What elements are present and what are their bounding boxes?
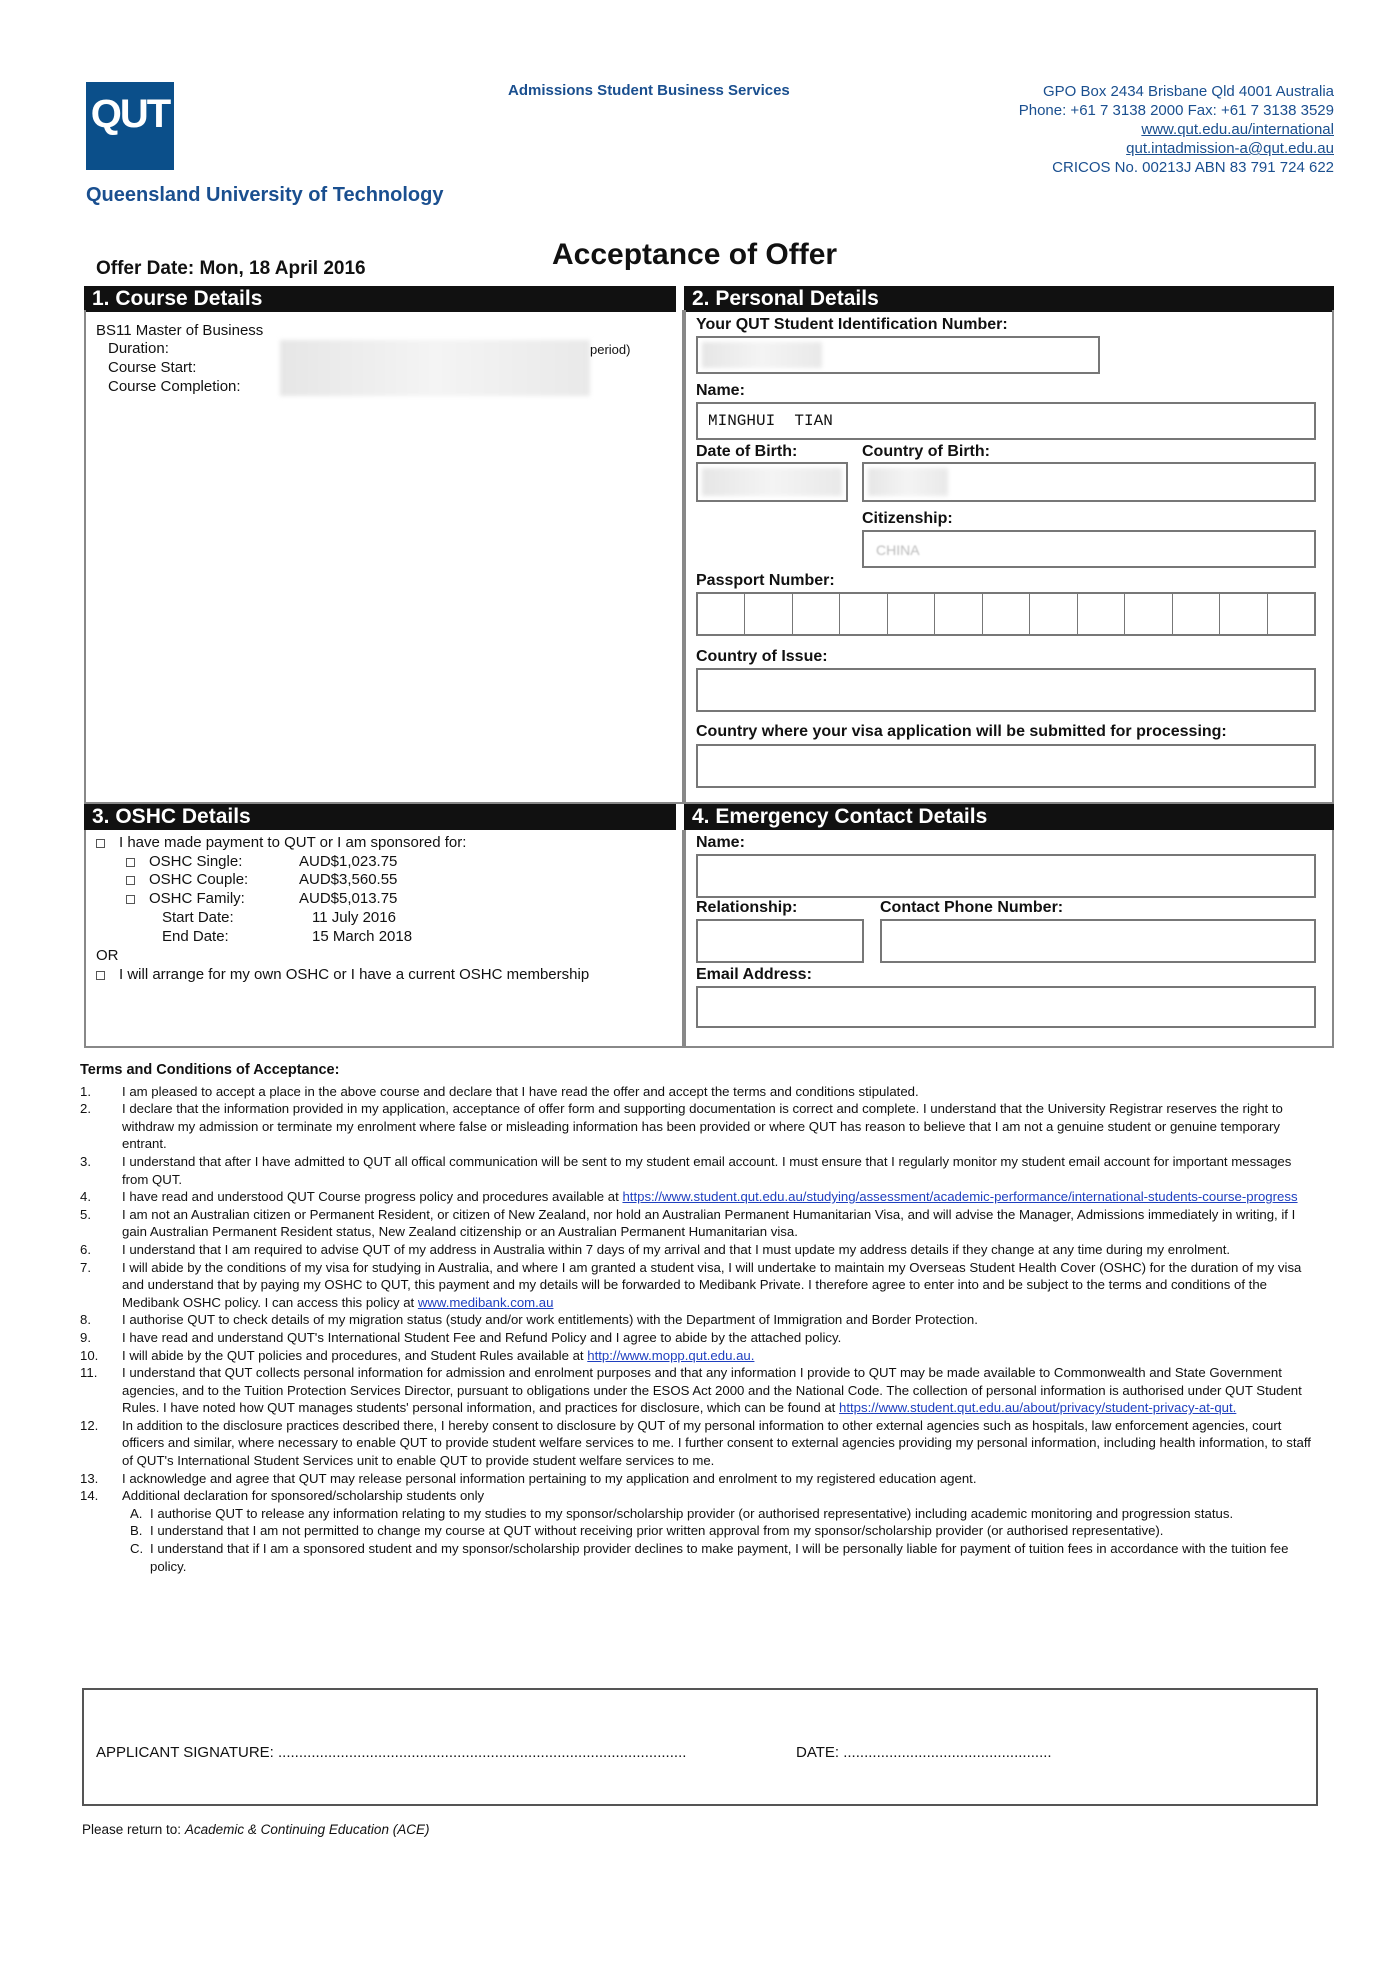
terms-item-text (122, 1083, 1320, 1101)
terms-item-text (122, 1206, 1320, 1241)
terms-item-number: 9. (80, 1329, 91, 1345)
university-name: Queensland University of Technology (86, 184, 444, 206)
terms-subitem (80, 1540, 1320, 1575)
citizenship-label: Citizenship: (862, 510, 953, 527)
duration-suffix: period) (590, 342, 631, 357)
country-of-birth-field[interactable] (862, 462, 1316, 502)
checkbox-icon (96, 839, 105, 848)
terms-item-body: I will abide by the QUT policies and procedures, and Student Rules available at (122, 1347, 584, 1363)
terms-item-body: I authorise QUT to check details of my migration status (study and/or work entitlements) with the Department of Immigration and Border Protection. (122, 1312, 978, 1328)
personal-details-heading: 2. Personal Details (684, 286, 1334, 312)
terms-sublist (80, 1505, 1320, 1575)
terms-item-text (122, 1364, 1320, 1417)
email-field[interactable] (696, 986, 1316, 1028)
terms-item-body: I am not an Australian citizen or Permanent Resident, or citizen of New Zealand, nor hold an Australian Permanent Humanitarian Visa, and will advise the Manager, Admissions immediately in writing, if I gain Australian Permanent Resident status, New Zealand citizenship or an Australian Permanent Humanitarian visa. (122, 1206, 1296, 1240)
terms-item-body: I understand that QUT collects personal information for admission and enrolment purposes and that any information I provide to QUT may be made available to Commonwealth and State Government agencies, and to the Tuition Protection Services Director, pursuant to obligations under the ESOS Act 2000 and the National Code. The collection of personal information is authorised under QUT Student Rules. I have noted how QUT manages students' personal information, and practices for disclosure, which can be found at (122, 1365, 1302, 1416)
terms-item (80, 1241, 1320, 1259)
oshc-family-option[interactable]: OSHC Family: AUD$5,013.75 (126, 890, 397, 907)
page-title: Acceptance of Offer (552, 238, 838, 271)
terms-item-number: 1. (80, 1083, 91, 1099)
terms-item-number: 2. (80, 1101, 91, 1117)
terms-subitem-text: I authorise QUT to release any information relating to my studies to my sponsor/scholarship provider (or authorised representative) including academic monitoring and progression status. (150, 1505, 1234, 1521)
terms-link[interactable]: https://www.student.qut.edu.au/about/privacy/student-privacy-at-qut. (839, 1400, 1237, 1416)
return-value: Academic & Continuing Education (ACE) (184, 1822, 430, 1837)
terms-item-number: 8. (80, 1312, 91, 1328)
terms-list (80, 1083, 1320, 1505)
duration-label: Duration: (108, 340, 169, 357)
redacted-country-of-birth (868, 468, 948, 496)
terms-heading: Terms and Conditions of Acceptance: (80, 1062, 340, 1078)
visa-country-field[interactable] (696, 744, 1316, 788)
terms-item-number: 4. (80, 1189, 91, 1205)
terms-item-number: 12. (80, 1417, 99, 1433)
terms-item-text (122, 1100, 1320, 1153)
terms-item-text (122, 1311, 1320, 1329)
checkbox-icon (126, 858, 135, 867)
oshc-heading: 3. OSHC Details (84, 804, 676, 830)
country-of-birth-label: Country of Birth: (862, 443, 990, 460)
terms-item (80, 1417, 1320, 1470)
signature-box (82, 1688, 1318, 1806)
return-label: Please return to: (82, 1822, 182, 1837)
passport-label: Passport Number: (696, 572, 835, 589)
terms-item-text (122, 1259, 1320, 1312)
terms-item-text (122, 1347, 1320, 1365)
dob-field[interactable] (696, 462, 848, 502)
country-of-issue-field[interactable] (696, 668, 1316, 712)
terms-item-body: I have read and understand QUT's International Student Fee and Refund Policy and I agree to abide by the attached policy. (122, 1329, 842, 1345)
course-start-label: Course Start: (108, 359, 197, 376)
contact-block (1019, 82, 1334, 177)
terms-item (80, 1329, 1320, 1347)
or-divider: OR (96, 947, 119, 964)
terms-subitem-text: I understand that if I am a sponsored student and my sponsor/scholarship provider declines to make payment, I will be personally liable for payment of tuition fees in accordance with the tuition fee policy. (150, 1541, 1289, 1574)
terms-subitem-letter: C. (130, 1541, 144, 1557)
country-of-issue-label: Country of Issue: (696, 648, 828, 665)
relationship-label: Relationship: (696, 899, 798, 916)
name-value: MINGHUI TIAN (708, 412, 833, 430)
contact-phone-field[interactable] (880, 919, 1316, 963)
terms-item-number: 7. (80, 1259, 91, 1275)
terms-section (80, 1062, 1320, 1575)
cricos: CRICOS No. 00213J ABN 83 791 724 622 (1052, 159, 1334, 176)
terms-item-text (122, 1487, 1320, 1505)
student-id-field[interactable] (696, 336, 1100, 374)
contact-phone-label: Contact Phone Number: (880, 899, 1064, 916)
terms-subitem-letter: B. (130, 1523, 143, 1539)
oshc-single-option[interactable]: OSHC Single: AUD$1,023.75 (126, 853, 397, 870)
website-link[interactable]: www.qut.edu.au/international (1141, 121, 1334, 138)
terms-item (80, 1100, 1320, 1153)
terms-item (80, 1206, 1320, 1241)
terms-item-number: 13. (80, 1470, 99, 1486)
terms-item-number: 11. (80, 1365, 98, 1381)
terms-item (80, 1487, 1320, 1505)
course-completion-label: Course Completion: (108, 378, 241, 395)
student-id-label: Your QUT Student Identification Number: (696, 316, 1008, 333)
email-link[interactable]: qut.intadmission-a@qut.edu.au (1126, 140, 1334, 157)
terms-subitem-letter: A. (130, 1505, 143, 1521)
checkbox-icon (96, 971, 105, 980)
terms-subitem (80, 1505, 1320, 1523)
oshc-end-date: End Date: 15 March 2018 (162, 928, 413, 945)
course-details-heading: 1. Course Details (84, 286, 676, 312)
terms-item-body: I understand that I am required to advise QUT of my address in Australia within 7 days of my arrival and that I must update my address details if they change at any time during my enrolment. (122, 1241, 1231, 1257)
applicant-signature-line[interactable]: APPLICANT SIGNATURE: .................................................................................................. (96, 1744, 687, 1761)
offer-date: Offer Date: Mon, 18 April 2016 (96, 258, 366, 279)
name-field[interactable] (696, 402, 1316, 440)
passport-number-field[interactable] (696, 592, 1316, 636)
date-line[interactable]: DATE: .................................................. (796, 1744, 1052, 1761)
checkbox-icon (126, 895, 135, 904)
emergency-heading: 4. Emergency Contact Details (684, 804, 1334, 830)
terms-link[interactable]: http://www.mopp.qut.edu.au. (587, 1347, 755, 1363)
terms-item-number: 3. (80, 1153, 91, 1169)
terms-item-text (122, 1188, 1320, 1206)
terms-item-body: I am pleased to accept a place in the above course and declare that I have read the offer and accept the terms and conditions stipulated. (122, 1083, 919, 1099)
phone: Phone: +61 7 3138 2000 Fax: +61 7 3138 3529 (1018, 102, 1334, 119)
terms-item-text (122, 1153, 1320, 1188)
emergency-name-field[interactable] (696, 854, 1316, 898)
terms-item (80, 1364, 1320, 1417)
terms-item-body: I have read and understood QUT Course progress policy and procedures available at (122, 1189, 619, 1205)
terms-item (80, 1083, 1320, 1101)
redacted-dob (702, 468, 842, 496)
terms-item-number: 6. (80, 1241, 91, 1257)
terms-link[interactable]: www.medibank.com.au (417, 1294, 554, 1310)
terms-item-text (122, 1329, 1320, 1347)
terms-item (80, 1347, 1320, 1365)
terms-item-body: I declare that the information provided in my application, acceptance of offer form and supporting documentation is correct and complete. I understand that the University Registrar reserves the right to withdraw my admission or terminate my enrolment where false or misleading information has been provided or where QUT has reason to believe that I am not a genuine student or genuine temporary entrant. (122, 1101, 1283, 1152)
emergency-name-label: Name: (696, 834, 745, 851)
terms-item-number: 5. (80, 1206, 91, 1222)
terms-item-body: I understand that after I have admitted to QUT all offical communication will be sent to my student email account. I must ensure that I regularly monitor my student email account for important messages from QUT. (122, 1153, 1292, 1187)
terms-item-number: 14. (80, 1488, 99, 1504)
redacted-course-dates (280, 340, 590, 396)
terms-item-text (122, 1241, 1320, 1259)
terms-item-number: 10. (80, 1347, 99, 1363)
relationship-field[interactable] (696, 919, 864, 963)
terms-item-body: I will abide by the conditions of my visa for studying in Australia, and where I am granted a student visa, I will undertake to maintain my Overseas Student Health Cover (OSHC) for the duration of my visa and understand that by paying my OSHC to QUT, this payment and my details will be forwarded to Medibank Private. I therefore agree to enter into and be subject to the terms and conditions of the Medibank OSHC policy. I can access this policy at (122, 1259, 1302, 1310)
dob-label: Date of Birth: (696, 443, 798, 460)
terms-item (80, 1188, 1320, 1206)
terms-item-body: I acknowledge and agree that QUT may release personal information pertaining to my application and enrolment to my registered education agent. (122, 1470, 977, 1486)
visa-country-label: Country where your visa application will be submitted for processing: (696, 723, 1227, 740)
citizenship-value: CHINA (876, 542, 920, 558)
course-code: BS11 Master of Business (96, 322, 264, 339)
terms-item (80, 1153, 1320, 1188)
terms-item-text (122, 1470, 1320, 1488)
oshc-couple-option[interactable]: OSHC Couple: AUD$3,560.55 (126, 871, 397, 888)
address: GPO Box 2434 Brisbane Qld 4001 Australia (1042, 83, 1334, 100)
oshc-start-date: Start Date: 11 July 2016 (162, 909, 396, 926)
return-instructions (82, 1822, 429, 1837)
terms-item-text (122, 1417, 1320, 1470)
oshc-payment-option[interactable]: I have made payment to QUT or I am sponsored for: (96, 834, 466, 851)
citizenship-field[interactable] (862, 530, 1316, 568)
terms-item (80, 1311, 1320, 1329)
department-name: Admissions Student Business Services (508, 82, 790, 99)
terms-item-body: In addition to the disclosure practices described there, I hereby consent to disclosure by QUT of my personal information to other external agencies such as hospitals, law enforcement agencies, court officers and similar, where necessary to enable QUT to provide student welfare services to me. I further consent to external agencies providing my personal information, including health information, to staff of QUT's International Student Services unit to enable QUT to provide student welfare services to me. (122, 1417, 1311, 1469)
terms-item (80, 1470, 1320, 1488)
terms-item-body: Additional declaration for sponsored/scholarship students only (122, 1488, 485, 1504)
terms-item (80, 1259, 1320, 1312)
checkbox-icon (126, 876, 135, 885)
name-label: Name: (696, 382, 745, 399)
email-label: Email Address: (696, 966, 812, 983)
terms-subitem (80, 1522, 1320, 1540)
redacted-student-id (702, 342, 822, 368)
terms-link[interactable]: https://www.student.qut.edu.au/studying/assessment/academic-performance/international-students-course-progress (622, 1189, 1298, 1205)
terms-subitem-text: I understand that I am not permitted to change my course at QUT without receiving prior written approval from my sponsor/scholarship provider (or authorised representative). (150, 1523, 1164, 1539)
oshc-own-option[interactable]: I will arrange for my own OSHC or I have a current OSHC membership (96, 966, 589, 983)
qut-logo: QUT (86, 82, 174, 170)
